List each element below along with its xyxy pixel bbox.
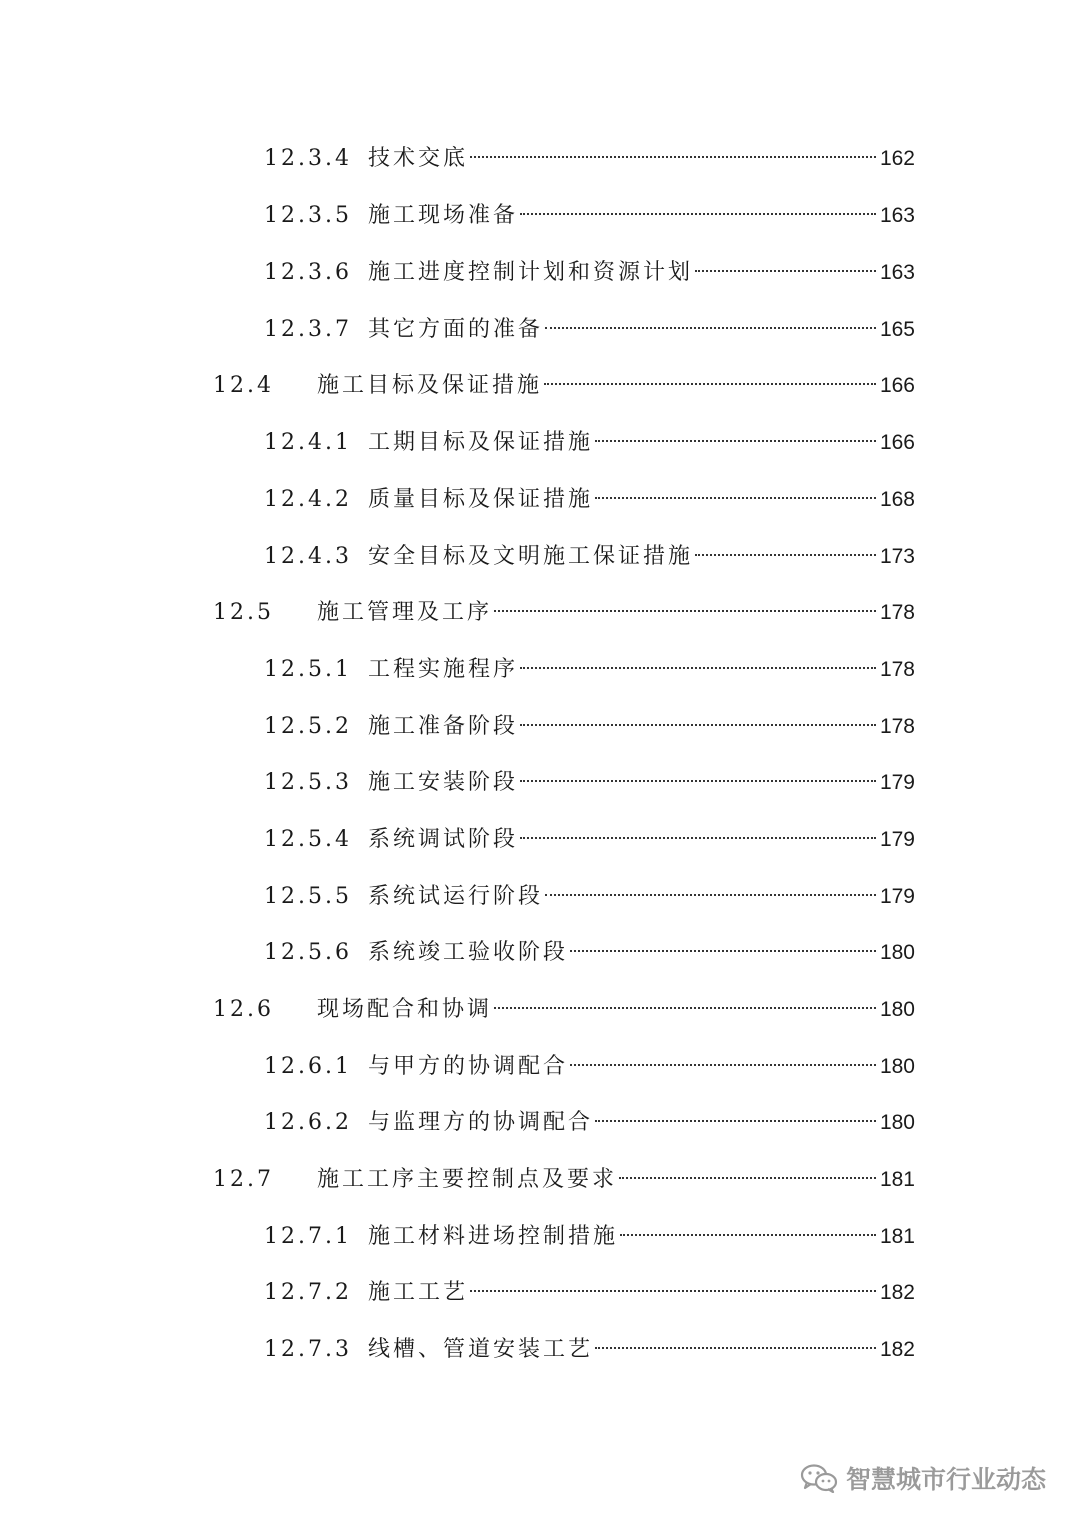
toc-entry-number: 12.3.7 bbox=[264, 317, 352, 342]
toc-entry-title: 施工管理及工序 bbox=[317, 600, 493, 625]
toc-entry-title: 安全目标及文明施工保证措施 bbox=[367, 544, 693, 569]
toc-entry-number: 12.3.4 bbox=[264, 146, 352, 171]
toc-entry-12-6-2[interactable] bbox=[264, 1103, 915, 1143]
toc-entry-page: 163 bbox=[879, 204, 915, 227]
toc-entry-12-3-6[interactable] bbox=[264, 253, 915, 293]
toc-entry-12-5[interactable] bbox=[213, 593, 915, 633]
toc-entry-title: 技术交底 bbox=[367, 146, 468, 171]
toc-entry-page: 182 bbox=[879, 1281, 915, 1304]
toc-entry-12-5-1[interactable] bbox=[264, 650, 915, 690]
toc-entry-page: 163 bbox=[879, 261, 915, 284]
dot-leader bbox=[570, 950, 876, 952]
toc-entry-page: 179 bbox=[879, 828, 915, 851]
dot-leader bbox=[545, 894, 876, 896]
toc-entry-12-4-3[interactable] bbox=[264, 537, 915, 577]
toc-entry-title: 施工工序主要控制点及要求 bbox=[317, 1167, 618, 1192]
toc-entry-12-6-1[interactable] bbox=[264, 1047, 915, 1087]
toc-entry-page: 181 bbox=[879, 1225, 915, 1248]
dot-leader bbox=[494, 1007, 876, 1009]
toc-entry-page: 165 bbox=[879, 318, 915, 341]
toc-entry-title: 现场配合和协调 bbox=[317, 997, 493, 1022]
toc-entry-12-7-2[interactable] bbox=[264, 1273, 915, 1313]
toc-entry-12-7-1[interactable] bbox=[264, 1217, 915, 1257]
toc-entry-number: 12.5.6 bbox=[264, 940, 352, 965]
toc-entry-number: 12.5.5 bbox=[264, 884, 352, 909]
toc-entry-title: 施工目标及保证措施 bbox=[317, 373, 543, 398]
toc-entry-12-4[interactable] bbox=[213, 366, 915, 406]
toc-entry-12-3-5[interactable] bbox=[264, 196, 915, 236]
toc-entry-page: 179 bbox=[879, 771, 915, 794]
toc-entry-number: 12.4 bbox=[213, 373, 274, 398]
dot-leader bbox=[595, 1347, 876, 1349]
dot-leader bbox=[595, 440, 876, 442]
toc-entry-title: 施工现场准备 bbox=[367, 203, 518, 228]
dot-leader bbox=[620, 1234, 876, 1236]
toc-entry-number: 12.4.2 bbox=[264, 487, 352, 512]
toc-entry-title: 系统调试阶段 bbox=[367, 827, 518, 852]
dot-leader bbox=[520, 780, 876, 782]
toc-entry-page: 182 bbox=[879, 1338, 915, 1361]
dot-leader bbox=[494, 610, 876, 612]
dot-leader bbox=[520, 667, 876, 669]
toc-entry-page: 178 bbox=[879, 601, 915, 624]
toc-entry-number: 12.5.1 bbox=[264, 657, 352, 682]
toc-entry-title: 施工安装阶段 bbox=[367, 770, 518, 795]
toc-entry-12-4-2[interactable] bbox=[264, 480, 915, 520]
toc-entry-page: 162 bbox=[879, 147, 915, 170]
toc-entry-number: 12.3.5 bbox=[264, 203, 352, 228]
toc-entry-title: 施工准备阶段 bbox=[367, 714, 518, 739]
toc-entry-page: 180 bbox=[879, 1055, 915, 1078]
toc-entry-12-3-4[interactable] bbox=[264, 139, 915, 179]
watermark bbox=[800, 1460, 1046, 1496]
toc-entry-number: 12.3.6 bbox=[264, 260, 352, 285]
toc-entry-number: 12.4.1 bbox=[264, 430, 352, 455]
dot-leader bbox=[695, 554, 876, 556]
toc-entry-title: 质量目标及保证措施 bbox=[367, 487, 593, 512]
toc-entry-12-6[interactable] bbox=[213, 990, 915, 1030]
toc-entry-title: 线槽、管道安装工艺 bbox=[367, 1337, 593, 1362]
toc-entry-title: 施工材料进场控制措施 bbox=[367, 1224, 618, 1249]
toc-entry-number: 12.7 bbox=[213, 1167, 274, 1192]
toc-entry-12-5-6[interactable] bbox=[264, 933, 915, 973]
dot-leader bbox=[470, 156, 876, 158]
toc-entry-title: 其它方面的准备 bbox=[367, 317, 543, 342]
dot-leader bbox=[470, 1290, 876, 1292]
toc-entry-number: 12.7.3 bbox=[264, 1337, 352, 1362]
toc-entry-page: 178 bbox=[879, 715, 915, 738]
toc-entry-number: 12.5.4 bbox=[264, 827, 352, 852]
dot-leader bbox=[570, 1064, 876, 1066]
toc-entry-title: 施工进度控制计划和资源计划 bbox=[367, 260, 693, 285]
toc-entry-number: 12.4.3 bbox=[264, 544, 352, 569]
toc-entry-12-7[interactable] bbox=[213, 1160, 915, 1200]
toc-entry-12-4-1[interactable] bbox=[264, 423, 915, 463]
dot-leader bbox=[595, 497, 876, 499]
toc-entry-12-5-5[interactable] bbox=[264, 877, 915, 917]
toc-entry-page: 180 bbox=[879, 941, 915, 964]
toc-entry-title: 工程实施程序 bbox=[367, 657, 518, 682]
toc-entry-number: 12.7.1 bbox=[264, 1224, 352, 1249]
toc-entry-number: 12.6.1 bbox=[264, 1054, 352, 1079]
toc-entry-page: 173 bbox=[879, 545, 915, 568]
toc-entry-title: 与监理方的协调配合 bbox=[367, 1110, 593, 1135]
dot-leader bbox=[520, 837, 876, 839]
toc-entry-title: 工期目标及保证措施 bbox=[367, 430, 593, 455]
toc-entry-title: 系统竣工验收阶段 bbox=[367, 940, 568, 965]
toc-entry-title: 施工工艺 bbox=[367, 1280, 468, 1305]
toc-entry-page: 179 bbox=[879, 885, 915, 908]
dot-leader bbox=[595, 1120, 876, 1122]
toc-entry-number: 12.5.3 bbox=[264, 770, 352, 795]
toc-entry-number: 12.5 bbox=[213, 600, 274, 625]
toc-entry-12-5-2[interactable] bbox=[264, 707, 915, 747]
toc-entry-12-7-3[interactable] bbox=[264, 1330, 915, 1370]
toc-entry-12-3-7[interactable] bbox=[264, 310, 915, 350]
watermark-text: 智慧城市行业动态 bbox=[845, 1465, 1046, 1494]
dot-leader bbox=[695, 270, 876, 272]
toc-entry-12-5-4[interactable] bbox=[264, 820, 915, 860]
toc-entry-page: 178 bbox=[879, 658, 915, 681]
toc-entry-page: 166 bbox=[879, 431, 915, 454]
wechat-icon bbox=[800, 1463, 838, 1493]
dot-leader bbox=[545, 327, 876, 329]
toc-entry-page: 166 bbox=[879, 374, 915, 397]
toc-entry-page: 181 bbox=[879, 1168, 915, 1191]
toc-entry-number: 12.7.2 bbox=[264, 1280, 352, 1305]
toc-entry-number: 12.6 bbox=[213, 997, 274, 1022]
dot-leader bbox=[520, 724, 876, 726]
toc-entry-page: 168 bbox=[879, 488, 915, 511]
dot-leader bbox=[520, 213, 876, 215]
dot-leader bbox=[619, 1177, 876, 1179]
toc-entry-number: 12.6.2 bbox=[264, 1110, 352, 1135]
toc-entry-12-5-3[interactable] bbox=[264, 763, 915, 803]
toc-entry-page: 180 bbox=[879, 998, 915, 1021]
toc-entry-title: 系统试运行阶段 bbox=[367, 884, 543, 909]
toc-entry-title: 与甲方的协调配合 bbox=[367, 1054, 568, 1079]
toc-entry-page: 180 bbox=[879, 1111, 915, 1134]
dot-leader bbox=[544, 383, 876, 385]
toc-entry-number: 12.5.2 bbox=[264, 714, 352, 739]
